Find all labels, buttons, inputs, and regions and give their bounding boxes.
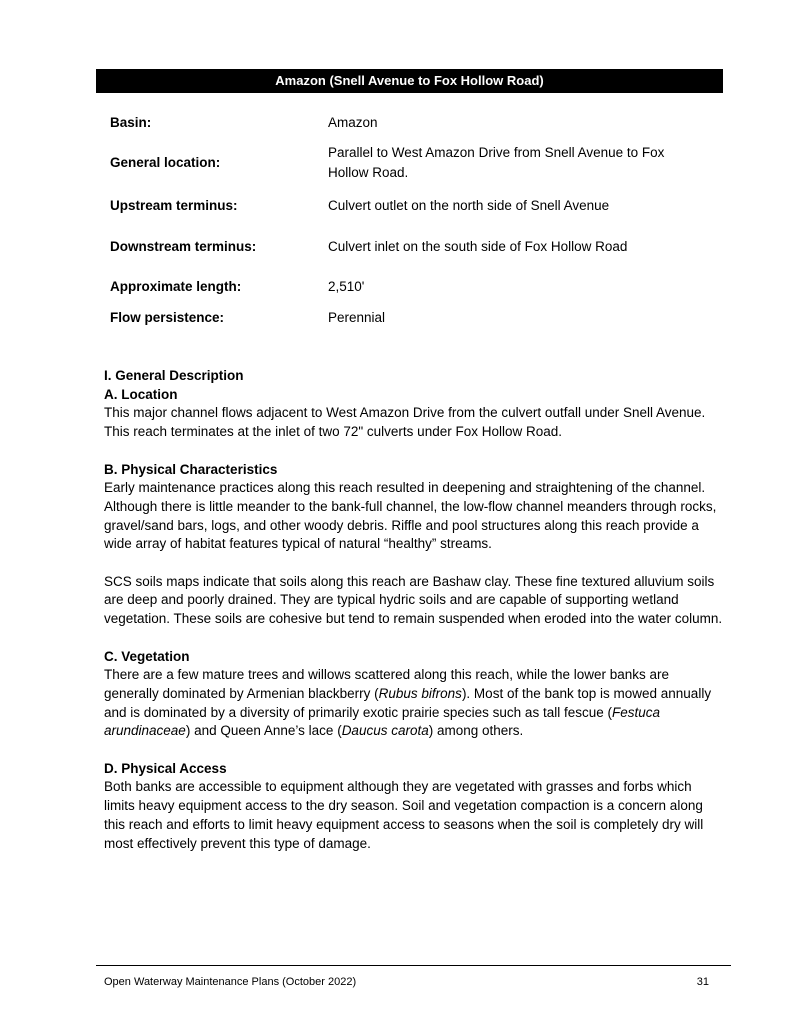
basin-row: [110, 106, 710, 139]
general-location-label: General location:: [110, 155, 221, 170]
basin-value: Amazon: [328, 114, 378, 130]
downstream-terminus-label: Downstream terminus:: [110, 239, 257, 254]
physical-characteristics-heading: B. Physical Characteristics: [104, 461, 278, 477]
footer-document-title: Open Waterway Maintenance Plans (October 2022): [104, 976, 357, 988]
approximate-length-value: 2,510': [328, 279, 365, 294]
footer-divider: [96, 965, 731, 966]
general-description-heading: I. General Description: [104, 368, 244, 383]
approximate-length-row: [110, 270, 710, 304]
species-daucus-carota: Daucus carota: [341, 723, 429, 739]
reach-info-table: [110, 106, 710, 332]
page-number: 31: [696, 976, 709, 988]
vegetation-text-3: ) and Queen Anne’s lace (: [185, 723, 342, 739]
approximate-length-label: Approximate length:: [110, 279, 242, 294]
upstream-terminus-value: Culvert outlet on the north side of Snell Avenue: [328, 197, 610, 213]
basin-label: Basin:: [110, 114, 152, 130]
vegetation-text-2: ). Most of the bank top is mowed annually and is dominated by a diversity of primarily exotic prairie species such as tall fescue (: [104, 685, 712, 720]
vegetation-text-1: There are a few mature trees and willows scattered along this reach, while the lower banks are generally dominated by Armenian blackberry (: [104, 667, 670, 701]
page-footer: [104, 975, 709, 989]
reach-description: [104, 367, 724, 853]
vegetation-paragraph: [104, 666, 724, 741]
flow-persistence-value: Perennial: [328, 310, 386, 325]
vegetation-text-4: ) among others.: [428, 723, 524, 739]
general-location-row: [110, 139, 710, 187]
upstream-terminus-row: [110, 187, 710, 224]
general-location-value: Parallel to West Amazon Drive from Snell Avenue to Fox Hollow Road.: [328, 145, 665, 180]
location-heading: A. Location: [104, 386, 178, 402]
physical-access-heading: D. Physical Access: [104, 760, 227, 776]
physical-access-paragraph: Both banks are accessible to equipment although they are vegetated with grasses and forbs which limits heavy equipment access to the dry season. Soil and vegetation compaction is a concern along this reach and efforts to limit heavy equipment access to seasons when the soil is completely dry will most effectively prevent this type of damage.: [104, 779, 704, 851]
upstream-terminus-label: Upstream terminus:: [110, 197, 238, 213]
reach-title: Amazon (Snell Avenue to Fox Hollow Road): [96, 69, 723, 93]
downstream-terminus-value: Culvert inlet on the south side of Fox Hollow Road: [328, 239, 628, 254]
location-paragraph: This major channel flows adjacent to West Amazon Drive from the culvert outfall under Snell Avenue. This reach terminates at the inlet of two 72" culverts under Fox Hollow Road.: [104, 405, 706, 440]
flow-persistence-label: Flow persistence:: [110, 310, 225, 325]
flow-persistence-row: [110, 304, 710, 332]
species-rubus-bifrons: Rubus bifrons: [378, 685, 462, 701]
physical-characteristics-paragraph-1: Early maintenance practices along this reach resulted in deepening and straightening of the channel. Although there is little meander to the bank-full channel, the low-flow channel meanders through rocks, gravel/sand bars, logs, and other woody debris. Riffle and pool structures along this reach provide a wide array of habitat features typical of natural “healthy” streams.: [104, 480, 717, 552]
vegetation-heading: C. Vegetation: [104, 648, 190, 664]
species-festuca-arundinaceae: Festuca arundinaceae: [104, 704, 661, 739]
downstream-terminus-row: [110, 224, 710, 270]
physical-characteristics-paragraph-2: SCS soils maps indicate that soils along this reach are Bashaw clay. These fine textured alluvium soils are deep and poorly drained. They are typical hydric soils and are capable of supporting wetland vegetation. These soils are cohesive but tend to remain suspended when eroded into the water column.: [104, 573, 723, 627]
